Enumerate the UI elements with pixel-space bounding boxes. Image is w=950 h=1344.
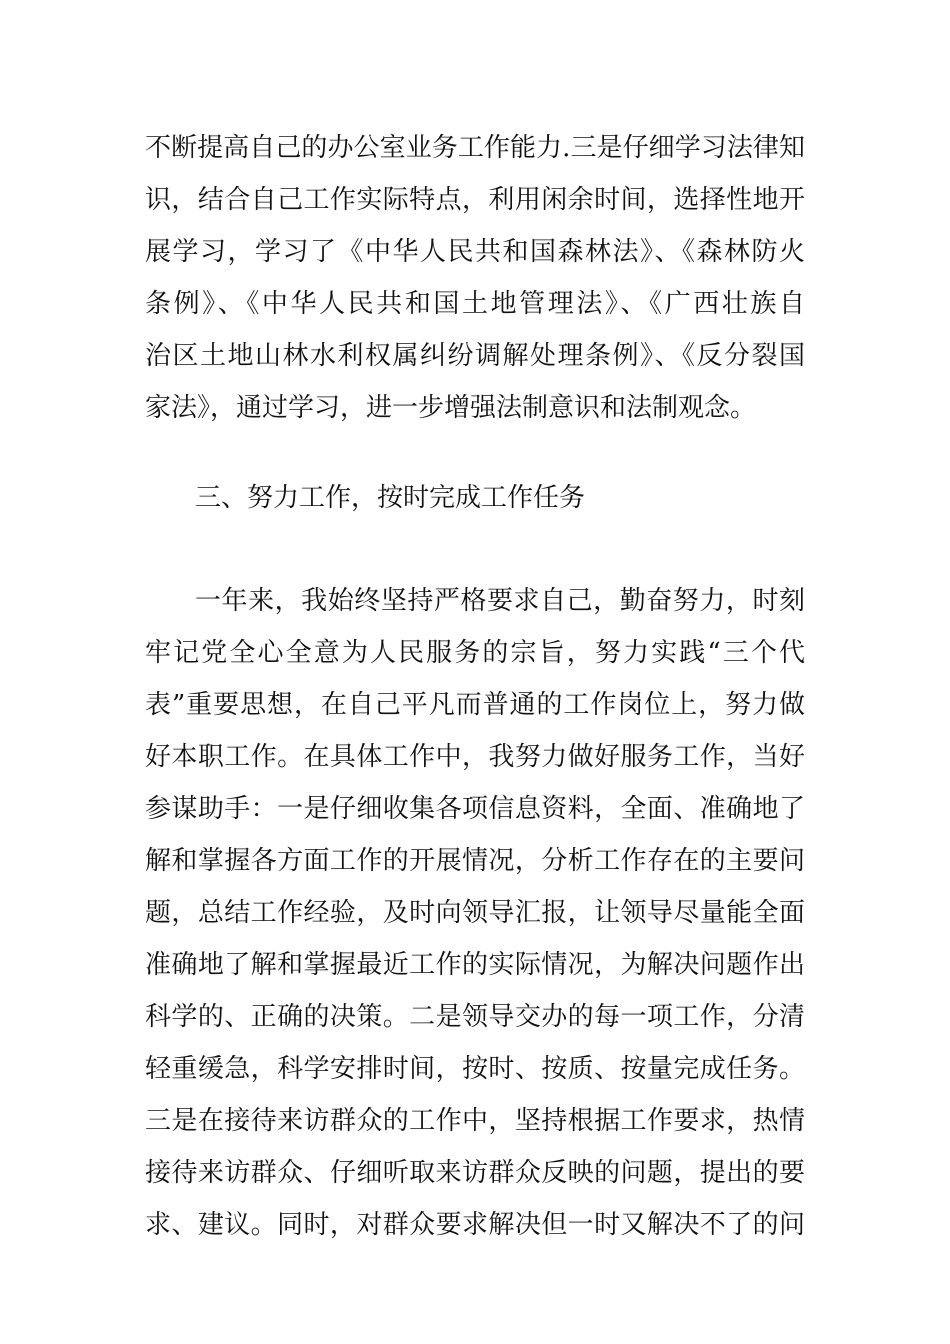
paragraph-1-line-4: 条例》、《中华人民共和国土地管理法》、《广西壮族自 — [145, 289, 805, 319]
paragraph-2-line-5: 参谋助手：一是仔细收集各项信息资料，全面、准确地了 — [145, 794, 805, 824]
paragraph-1-line-3: 展学习，学习了《中华人民共和国森林法》、《森林防火 — [145, 237, 805, 267]
paragraph-2-line-10: 轻重缓急，科学安排时间，按时、按质、按量完成任务。 — [145, 1054, 805, 1084]
paragraph-2-line-12: 接待来访群众、仔细听取来访群众反映的问题，提出的要 — [145, 1158, 805, 1188]
paragraph-1-line-2: 识，结合自己工作实际特点，利用闲余时间，选择性地开 — [145, 185, 805, 215]
paragraph-2-line-1: 一年来，我始终坚持严格要求自己，勤奋努力，时刻 — [195, 586, 805, 616]
paragraph-2-line-13: 求、建议。同时，对群众要求解决但一时又解决不了的问 — [145, 1210, 805, 1240]
paragraph-2-line-9: 科学的、正确的决策。二是领导交办的每一项工作，分清 — [145, 1002, 805, 1032]
paragraph-2-line-11: 三是在接待来访群众的工作中，坚持根据工作要求，热情 — [145, 1106, 805, 1136]
paragraph-2-line-8: 准确地了解和掌握最近工作的实际情况，为解决问题作出 — [145, 950, 805, 980]
paragraph-2-line-6: 解和掌握各方面工作的开展情况，分析工作存在的主要问 — [145, 846, 805, 876]
paragraph-2-line-4: 好本职工作。在具体工作中，我努力做好服务工作，当好 — [145, 742, 805, 772]
paragraph-2-line-3: 表”重要思想，在自己平凡而普通的工作岗位上，努力做 — [145, 690, 805, 720]
paragraph-2-line-7: 题，总结工作经验，及时向领导汇报，让领导尽量能全面 — [145, 898, 805, 928]
section-heading: 三、努力工作，按时完成工作任务 — [195, 483, 586, 513]
paragraph-2-line-2: 牢记党全心全意为人民服务的宗旨，努力实践“三个代 — [145, 638, 805, 668]
paragraph-1-line-5: 治区土地山林水利权属纠纷调解处理条例》、《反分裂国 — [145, 341, 805, 371]
paragraph-1-line-1: 不断提高自己的办公室业务工作能力.三是仔细学习法律知 — [145, 133, 805, 163]
paragraph-1-line-6: 家法》，通过学习，进一步增强法制意识和法制观念。 — [145, 393, 757, 423]
